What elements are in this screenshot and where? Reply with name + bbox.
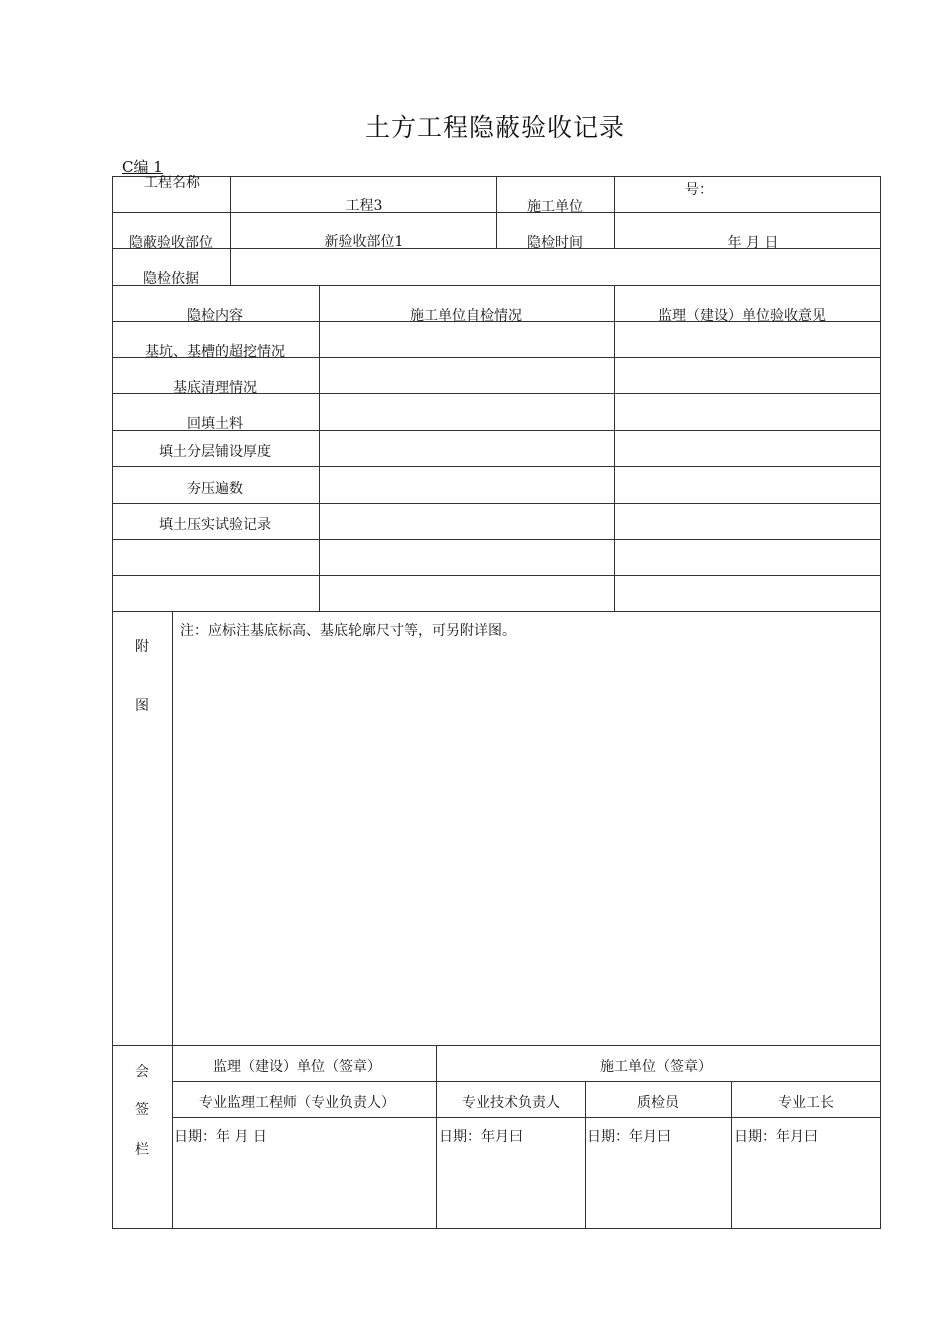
row-divider <box>112 575 881 576</box>
supervisor-unit-seal: 监理（建设）单位（签章） <box>213 1059 381 1075</box>
basis-label: 隐检依据 <box>143 271 199 287</box>
row-divider <box>112 1045 881 1046</box>
inspection-time-label: 隐检时间 <box>527 235 583 251</box>
supervisor-engineer-label: 专业监理工程师（专业负责人） <box>199 1095 395 1111</box>
inspection-time-value: 年 月 日 <box>727 235 779 251</box>
col-divider <box>436 1045 437 1229</box>
date-foreman: 日期：年月曰 <box>734 1129 818 1145</box>
attachment-label: 附 <box>135 639 149 655</box>
col-divider <box>614 176 615 248</box>
hidden-part-value: 新验收部位1 <box>324 234 404 250</box>
page-title: 土方工程隐蔽验收记录 <box>364 113 625 142</box>
foreman-label: 专业工长 <box>778 1095 834 1111</box>
col-divider <box>731 1081 732 1229</box>
col-divider <box>585 1081 586 1229</box>
date-supervisor: 日期：年 月 日 <box>174 1129 267 1145</box>
signoff-label: 栏 <box>135 1142 149 1158</box>
signoff-label: 会 <box>135 1064 149 1080</box>
project-name-value: 工程3 <box>345 198 383 214</box>
col-divider <box>230 176 231 285</box>
col-supervisor-header: 监理（建设）单位验收意见 <box>658 308 826 324</box>
inspection-item: 基坑、基槽的超挖情况 <box>145 344 285 360</box>
quality-inspector-label: 质检员 <box>637 1095 679 1111</box>
construction-unit-seal: 施工单位（签章） <box>600 1059 712 1075</box>
row-divider <box>112 611 881 612</box>
row-divider <box>112 503 881 504</box>
col-content-header: 隐检内容 <box>187 308 243 324</box>
attachment-note: 注：应标注基底标高、基底轮廓尺寸等，可另附详图。 <box>180 623 516 639</box>
inspection-item: 填土分层铺设厚度 <box>159 444 271 460</box>
row-divider <box>112 466 881 467</box>
attachment-label: 图 <box>135 698 149 714</box>
inspection-item: 回填土料 <box>187 416 243 432</box>
row-divider <box>172 1117 881 1118</box>
hidden-part-label: 隐蔽验收部位 <box>129 235 213 251</box>
date-quality: 日期：年月曰 <box>587 1129 671 1145</box>
col-self-check-header: 施工单位自检情况 <box>410 308 522 324</box>
inspection-item: 基底清理情况 <box>173 380 257 396</box>
number-label: 号： <box>685 182 713 198</box>
row-divider <box>112 285 881 286</box>
inspection-item: 填土压实试验记录 <box>159 517 271 533</box>
tech-lead-label: 专业技术负责人 <box>462 1095 560 1111</box>
col-divider <box>172 611 173 1229</box>
signoff-label: 签 <box>135 1102 149 1118</box>
project-name-label: 工程名称 <box>144 175 200 191</box>
date-tech: 日期：年月曰 <box>439 1129 523 1145</box>
row-divider <box>172 1081 881 1082</box>
col-divider <box>496 176 497 248</box>
row-divider <box>112 539 881 540</box>
col-divider <box>614 285 615 611</box>
col-divider <box>319 285 320 611</box>
form-code: C编 1 <box>122 158 163 176</box>
constructor-label: 施工单位 <box>527 199 583 215</box>
inspection-item: 夯压遍数 <box>187 481 243 497</box>
